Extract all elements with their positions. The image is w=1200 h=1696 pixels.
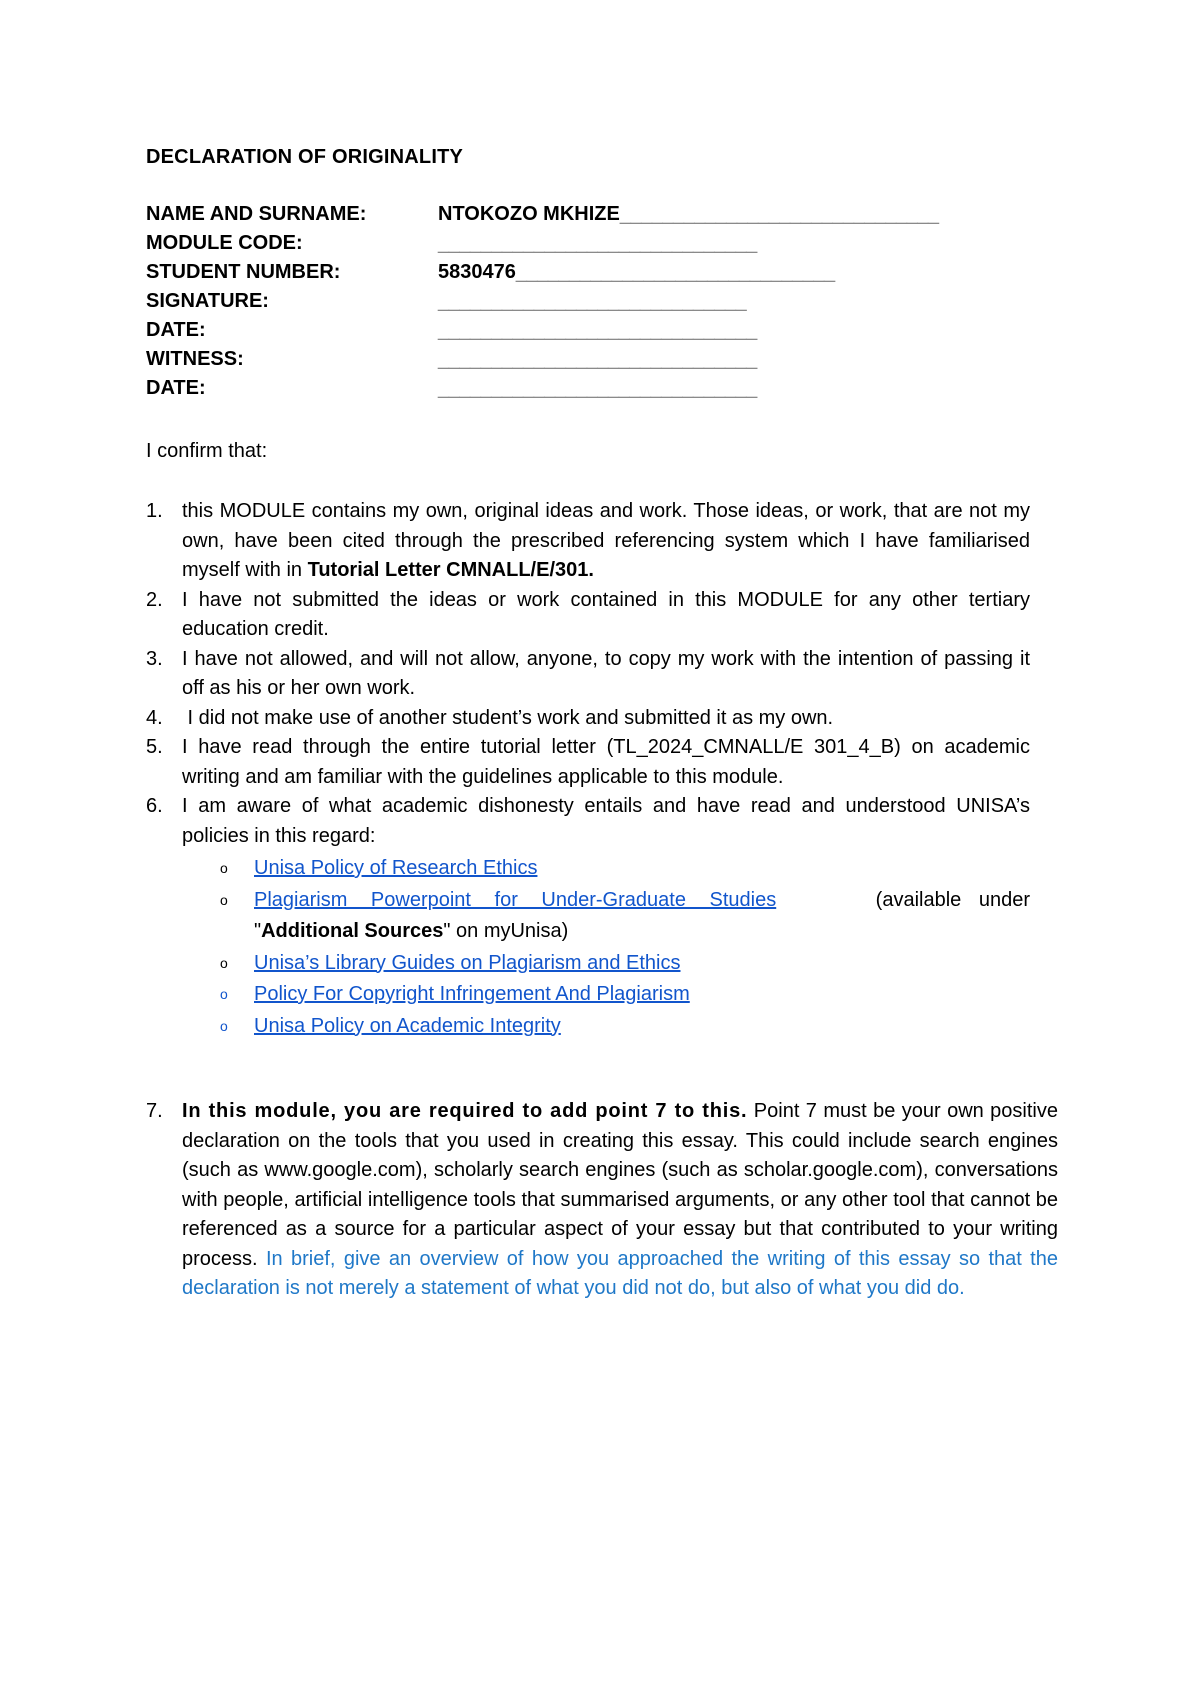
policy-link-item [220,885,1030,948]
item-4-text: I did not make use of another student’s work and submitted it as my own. [182,706,834,729]
list-item-2 [146,586,1030,645]
policy-link-item [220,948,1030,980]
bullet-icon: o [220,986,228,1002]
intro-text: I confirm that: [146,440,268,462]
list-item-3 [146,645,1030,704]
availability-note: (available under [875,888,1030,911]
field-blank-line: _____________________________ [438,290,747,312]
additional-sources-rest: " on myUnisa) [443,920,569,942]
item-6-text: I am aware of what academic dishonesty entails and have read and understood UNISA’s policies in this regard: [182,795,1030,847]
item-number: 4. [146,706,163,729]
list-item-5 [146,733,1030,792]
field-value-name: NTOKOZO MKHIZE [438,203,620,225]
tutorial-letter-reference: Tutorial Letter CMNALL/E/301. [307,559,594,581]
policy-link-body [254,853,1030,885]
library-guides-link[interactable]: Unisa’s Library Guides on Plagiarism and Ethics [254,951,681,974]
bullet-icon: o [220,954,228,971]
field-label: NAME AND SURNAME: [146,203,367,225]
policy-link-body [254,1011,1030,1043]
field-value-student-number: 5830476 [438,261,516,283]
list-item-6 [146,792,1030,851]
field-blank-line: ______________________________ [438,377,757,399]
policy-link-item [220,979,1030,1011]
bullet-icon: o [220,891,228,908]
field-blank-line: ______________________________ [438,232,757,254]
field-row-date [146,319,1066,348]
field-label: STUDENT NUMBER: [146,261,341,283]
field-row-signature [146,290,1066,319]
item-text [182,497,1030,586]
item-number: 5. [146,736,163,758]
field-blank-line: ______________________________ [619,203,939,225]
field-label: MODULE CODE: [146,232,303,254]
bullet-icon: o [220,860,228,876]
item-number: 3. [146,647,163,670]
list-item-1 [146,497,1030,586]
policy-link-item [220,853,1030,885]
declaration-fields [146,203,1066,406]
field-blank-line: ______________________________ [515,261,835,283]
policy-link-item [220,1011,1030,1043]
quote-open: " [254,920,262,942]
list-item-7 [146,1097,1058,1304]
field-label: DATE: [146,377,206,399]
item-number: 7. [146,1100,163,1122]
field-label: WITNESS: [146,348,244,370]
plagiarism-powerpoint-line [254,885,1030,917]
item-5-text: I have read through the entire tutorial letter (TL_2024_CMNALL/E 301_4_B) on academic writing and am familiar with the guidelines applicable to this module. [182,736,1030,788]
field-row-module-code [146,232,1066,261]
field-label: DATE: [146,319,206,341]
item-number: 2. [146,588,163,611]
policy-link-body [254,979,1030,1011]
research-ethics-policy-link[interactable]: Unisa Policy of Research Ethics [254,857,538,879]
policy-links-list [220,853,1030,1042]
list-item-7-row [146,1097,1058,1304]
plagiarism-powerpoint-link[interactable]: Plagiarism Powerpoint for Under-Graduate Studies [254,888,777,911]
item-2-text: I have not submitted the ideas or work contained in this MODULE for any other tertiary education credit. [182,588,1030,640]
field-blank-line: ______________________________ [438,348,757,370]
item-7-instruction: In this module, you are required to add point 7 to this. [182,1100,748,1122]
additional-sources-label: Additional Sources [261,920,444,942]
item-7-text: Point 7 must be your own positive declaration on the tools that you used in creating this essay. This could include search engines (such as www.google.com), scholarly search engines (such as scholar.google.com), conversations with people, artificial intelligence tools that summarised arguments, or any other tool that cannot be referenced as a source for a particular aspect of your essay but that contributed to your writing process. [182,1100,1058,1270]
field-row-student-number [146,261,1066,290]
item-3-text: I have not allowed, and will not allow, anyone, to copy my work with the intention of passing it off as his or her own work. [182,647,1030,699]
confirmation-list [146,497,1030,1042]
academic-integrity-policy-link[interactable]: Unisa Policy on Academic Integrity [254,1014,561,1037]
field-row-name [146,203,1066,232]
item-number: 6. [146,795,163,817]
additional-sources-note [254,916,1030,948]
bullet-icon: o [220,1017,228,1034]
field-label: SIGNATURE: [146,290,269,312]
item-7-body [182,1097,1058,1304]
policy-link-body [254,948,1030,980]
item-7-blue-guidance: In brief, give an overview of how you approached the writing of this essay so that the declaration is not merely a statement of what you did not do, but also of what you did do. [182,1247,1058,1299]
field-row-witness-date [146,377,1066,406]
policy-link-body [254,885,1030,948]
item-number: 1. [146,500,163,522]
document-title: DECLARATION OF ORIGINALITY [146,146,464,168]
item-1-text: this MODULE contains my own, original ideas and work. Those ideas, or work, that are not my own, have been cited through the prescribed referencing system which I have familiarised myself with in [182,500,1030,581]
field-row-witness [146,348,1066,377]
list-item-4 [146,704,1030,734]
copyright-policy-link[interactable]: Policy For Copyright Infringement And Plagiarism [254,983,690,1005]
field-blank-line: ______________________________ [438,319,757,341]
